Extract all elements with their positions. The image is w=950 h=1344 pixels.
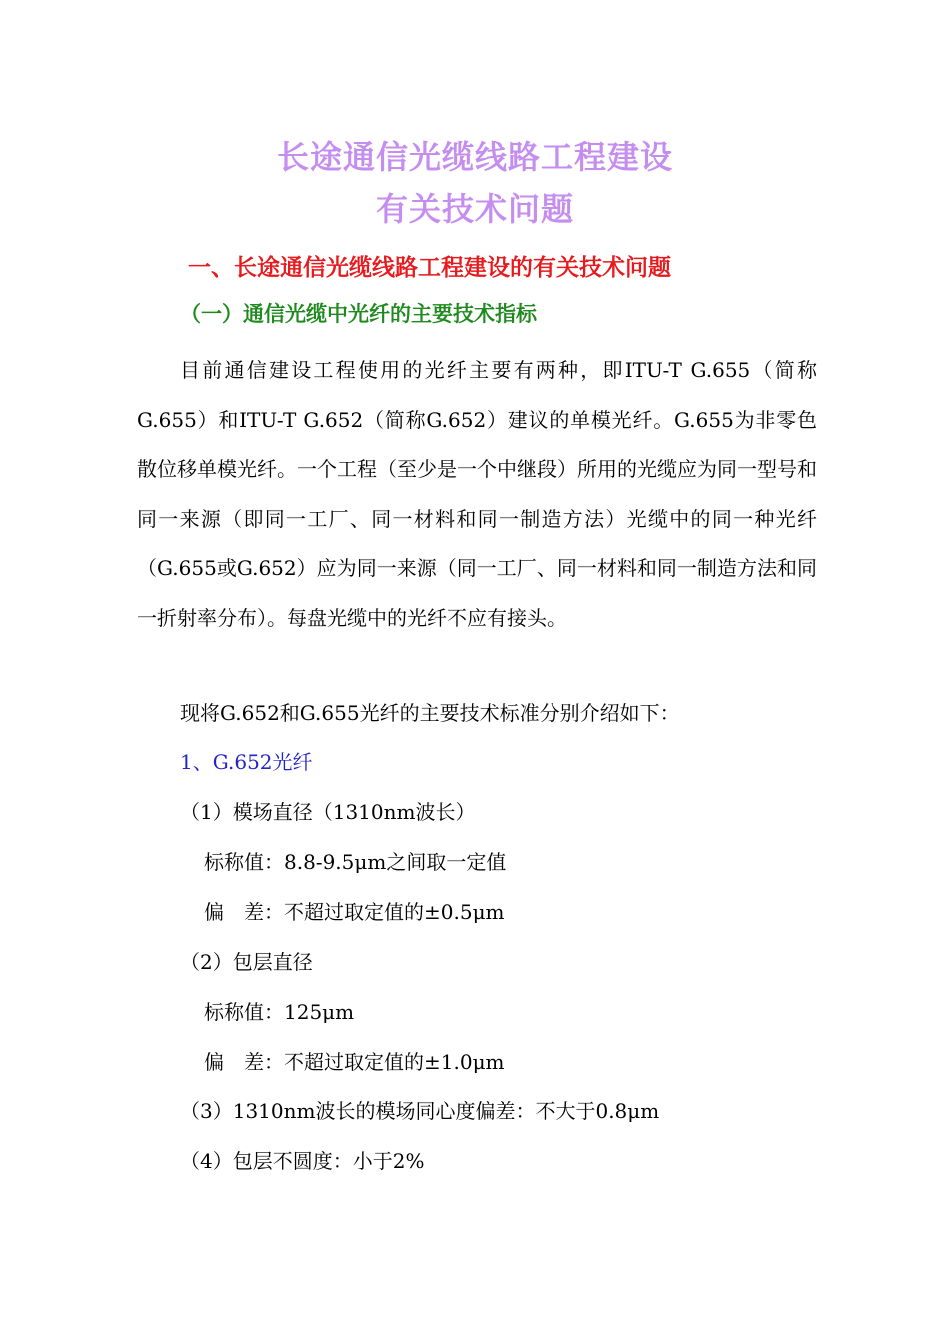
document-title-line-2: 有关技术问题	[375, 190, 574, 228]
body-paragraph: 目前通信建设工程使用的光纤主要有两种，即ITU-T G.655（简称G.655）和ITU-T G.652（简称G.652）建议的单模光纤。G.655为非零色散位移单模光纤。一个工程（至少是一个中继段）所用的光缆应为同一型号和同一来源（即同一工厂、同一材料和同一制造方法）光缆中的同一种光纤（G.655或G.652）应为同一来源（同一工厂、同一材料和同一制造方法和同一折射率分布）。每盘光缆中的光纤不应有接头。	[137, 358, 817, 630]
spec-line: 偏 差：不超过取定值的±0.5μm	[204, 900, 505, 924]
section-heading: 一、长途通信光缆线路工程建设的有关技术问题	[188, 255, 671, 281]
intro-line: 现将G.652和G.655光纤的主要技术标准分别介绍如下：	[180, 701, 680, 725]
item-heading-g652: 1、G.652光纤	[180, 750, 313, 774]
subsection-heading: （一）通信光缆中光纤的主要技术指标	[180, 302, 537, 326]
spec-line: 偏 差：不超过取定值的±1.0μm	[204, 1050, 505, 1074]
document-title-line-1: 长途通信光缆线路工程建设	[276, 138, 673, 176]
spec-line: 标称值：125μm	[204, 1000, 355, 1024]
spec-line: （3）1310nm波长的模场同心度偏差：不大于0.8μm	[180, 1099, 660, 1123]
spec-line: （2）包层直径	[180, 950, 313, 974]
spec-line: （1）模场直径（1310nm波长）	[180, 800, 476, 824]
spec-line: 标称值：8.8-9.5μm之间取一定值	[204, 850, 507, 874]
spec-line: （4）包层不圆度：小于2%	[180, 1149, 425, 1173]
